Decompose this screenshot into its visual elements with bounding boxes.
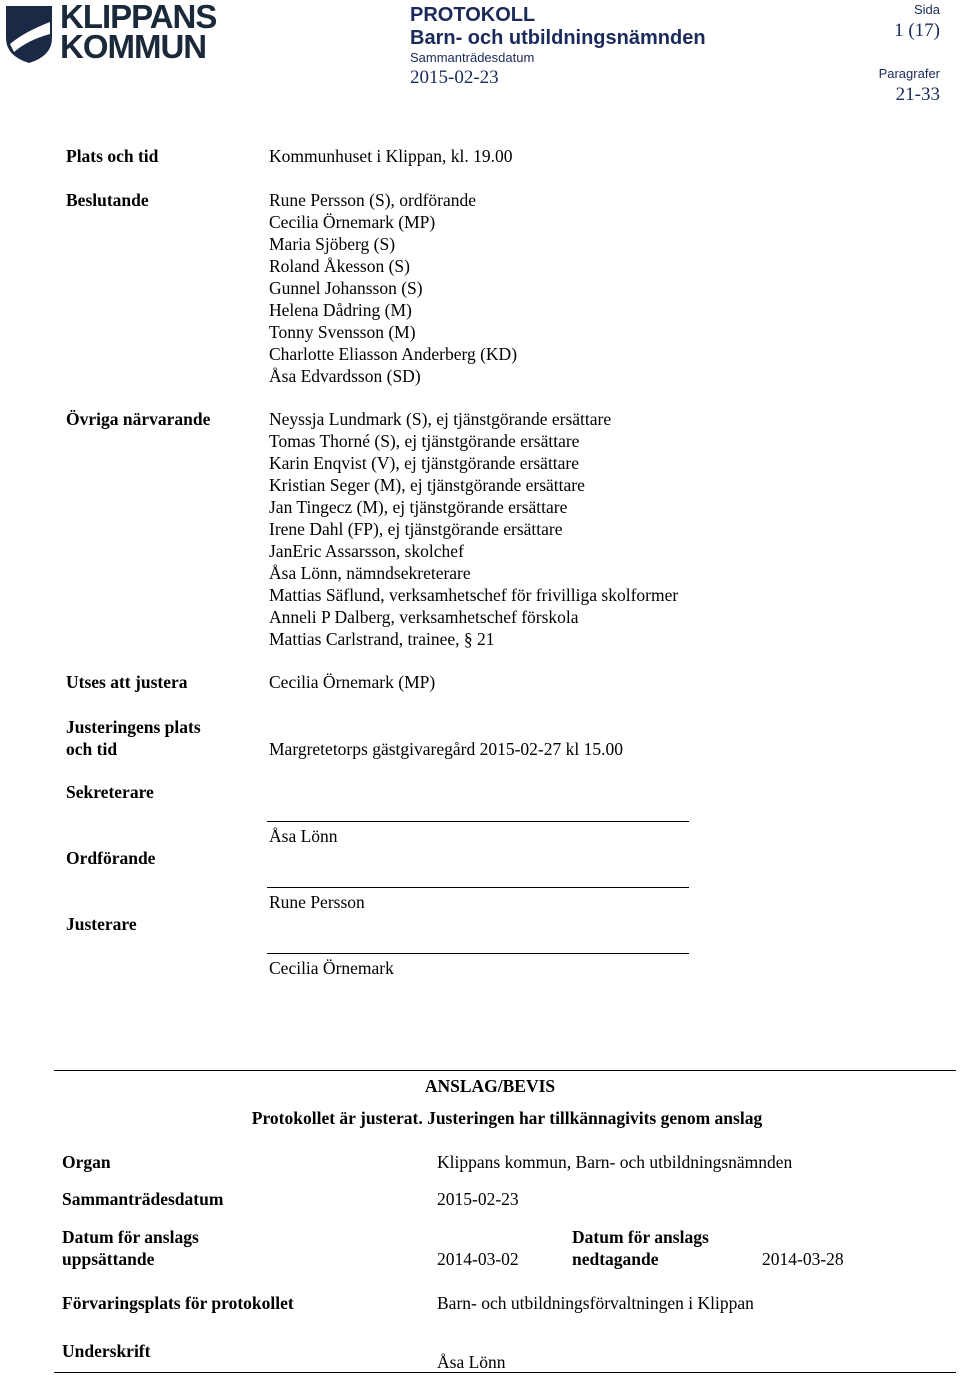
organ-label: Organ xyxy=(62,1152,111,1172)
logo-text-line1: KLIPPANS xyxy=(60,0,217,35)
list-item: Charlotte Eliasson Anderberg (KD) xyxy=(269,344,518,364)
posted-label: Datum för anslags uppsättande xyxy=(62,1227,199,1269)
adjust-place-label: Justeringens plats och tid xyxy=(66,717,201,759)
list-item: Cecilia Örnemark (MP) xyxy=(269,212,436,232)
place-label: Plats och tid xyxy=(66,146,159,166)
list-item: Maria Sjöberg (S) xyxy=(269,234,396,254)
signature-value: Åsa Lönn xyxy=(437,1352,506,1372)
list-item: Åsa Lönn, nämndsekreterare xyxy=(269,563,471,583)
posted-value: 2014-03-02 xyxy=(437,1249,519,1269)
header-date-label: Sammanträdesdatum xyxy=(410,50,535,65)
adjuster-signature-name: Cecilia Örnemark xyxy=(269,958,394,978)
chair-signature-name: Rune Persson xyxy=(269,892,365,912)
logo-text-line2: KOMMUN xyxy=(60,28,207,65)
adjuster-value: Cecilia Örnemark (MP) xyxy=(269,672,436,692)
list-item: Tomas Thorné (S), ej tjänstgörande ersättare xyxy=(269,431,580,451)
list-item: Karin Enqvist (V), ej tjänstgörande ersättare xyxy=(269,453,580,473)
signature-line xyxy=(267,821,689,822)
anslag-date-value: 2015-02-23 xyxy=(437,1189,519,1209)
anslag-bottom-rule xyxy=(54,1372,956,1373)
page-label: Sida xyxy=(913,2,940,17)
adjuster-sign-label: Justerare xyxy=(66,914,137,934)
list-item: Roland Åkesson (S) xyxy=(269,256,410,276)
anslag-date-label: Sammanträdesdatum xyxy=(62,1189,224,1209)
paragraphs-label: Paragrafer xyxy=(878,66,940,81)
chair-label: Ordförande xyxy=(66,848,156,868)
list-item: Åsa Edvardsson (SD) xyxy=(269,366,421,386)
list-item: Neyssja Lundmark (S), ej tjänstgörande ersättare xyxy=(269,409,612,429)
list-item: Mattias Säflund, verksamhetschef för frivilliga skolformer xyxy=(269,585,679,605)
storage-value: Barn- och utbildningsförvaltningen i Klippan xyxy=(437,1293,754,1313)
paragraphs-range: 21-33 xyxy=(895,84,940,105)
removed-label: Datum för anslags nedtagande xyxy=(572,1227,709,1269)
list-item: Gunnel Johansson (S) xyxy=(269,278,423,298)
deciding-list xyxy=(269,189,517,387)
page-number: 1 (17) xyxy=(894,20,940,41)
signature-label: Underskrift xyxy=(62,1341,151,1361)
removed-value: 2014-03-28 xyxy=(762,1249,844,1269)
anslag-subtitle: Protokollet är justerat. Justeringen har tillkännagivits genom anslag xyxy=(251,1108,763,1128)
signature-line xyxy=(267,887,689,888)
deciding-label: Beslutande xyxy=(66,190,149,210)
coat-of-arms-icon xyxy=(4,4,54,64)
doc-type: PROTOKOLL xyxy=(410,4,536,26)
list-item: Jan Tingecz (M), ej tjänstgörande ersättare xyxy=(269,497,568,517)
anslag-title: ANSLAG/BEVIS xyxy=(424,1076,556,1096)
list-item: Irene Dahl (FP), ej tjänstgörande ersättare xyxy=(269,519,563,539)
list-item: Helena Dådring (M) xyxy=(269,300,412,320)
secretary-label: Sekreterare xyxy=(66,782,154,802)
anslag-top-rule xyxy=(54,1070,956,1071)
adjust-place-value: Margretetorps gästgivaregård 2015-02-27 kl 15.00 xyxy=(269,739,623,759)
list-item: Tonny Svensson (M) xyxy=(269,322,416,342)
others-label: Övriga närvarande xyxy=(66,409,211,429)
place-value: Kommunhuset i Klippan, kl. 19.00 xyxy=(269,146,513,166)
committee-name: Barn- och utbildningsnämnden xyxy=(410,27,706,49)
secretary-signature-name: Åsa Lönn xyxy=(269,826,338,846)
signature-line xyxy=(267,953,689,954)
storage-label: Förvaringsplats för protokollet xyxy=(62,1293,294,1313)
others-list xyxy=(269,408,678,650)
header-date: 2015-02-23 xyxy=(410,67,499,88)
list-item: Kristian Seger (M), ej tjänstgörande ersättare xyxy=(269,475,585,495)
list-item: Rune Persson (S), ordförande xyxy=(269,190,477,210)
list-item: Mattias Carlstrand, trainee, § 21 xyxy=(269,629,495,649)
list-item: Anneli P Dalberg, verksamhetschef förskola xyxy=(269,607,579,627)
adjuster-label: Utses att justera xyxy=(66,672,188,692)
list-item: JanEric Assarsson, skolchef xyxy=(269,541,464,561)
organ-value: Klippans kommun, Barn- och utbildningsnämnden xyxy=(437,1152,793,1172)
klippans-kommun-logo xyxy=(4,0,217,68)
